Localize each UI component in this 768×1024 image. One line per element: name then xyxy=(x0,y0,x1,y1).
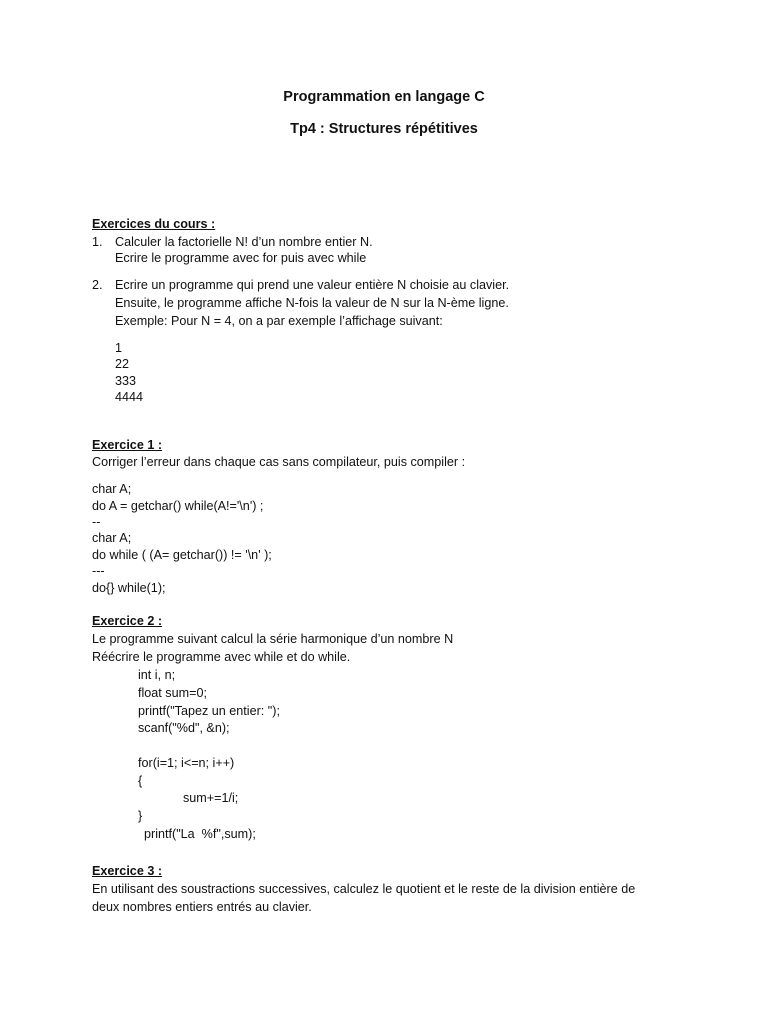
code-line: char A; xyxy=(92,482,132,496)
code-line: sum+=1/i; xyxy=(183,791,239,805)
code-line: do{} while(1); xyxy=(92,581,166,595)
example-output-line: 1 xyxy=(115,341,123,355)
code-line: { xyxy=(138,774,143,788)
code-line: char A; xyxy=(92,531,132,545)
ex1-heading: Exercice 1 : xyxy=(92,438,163,452)
list-item-number: 2. xyxy=(92,278,103,292)
list-item-line: Ensuite, le programme affiche N-fois la valeur de N sur la N-ème ligne. xyxy=(115,296,509,310)
code-line: printf("La %f",sum); xyxy=(144,827,256,841)
ex2-text: Réécrire le programme avec while et do while. xyxy=(92,650,351,664)
ex2-heading: Exercice 2 : xyxy=(92,614,163,628)
code-line: int i, n; xyxy=(138,668,176,682)
ex3-text: deux nombres entiers entrés au clavier. xyxy=(92,900,312,914)
list-item-line: Exemple: Pour N = 4, on a par exemple l’affichage suivant: xyxy=(115,314,443,328)
code-line: for(i=1; i<=n; i++) xyxy=(138,756,235,770)
code-line: scanf("%d", &n); xyxy=(138,721,230,735)
list-item-number: 1. xyxy=(92,235,103,249)
example-output-line: 4444 xyxy=(115,390,144,404)
code-line: do A = getchar() while(A!='\n') ; xyxy=(92,499,264,513)
document-subtitle: Tp4 : Structures répétitives xyxy=(290,121,478,137)
list-item-line: Calculer la factorielle N! d’un nombre entier N. xyxy=(115,235,373,249)
ex3-text: En utilisant des soustractions successives, calculez le quotient et le reste de la division entière de xyxy=(92,882,636,896)
code-line: float sum=0; xyxy=(138,686,207,700)
ex3-heading: Exercice 3 : xyxy=(92,864,163,878)
code-line: -- xyxy=(92,515,101,529)
example-output-line: 22 xyxy=(115,357,130,371)
example-output-line: 333 xyxy=(115,374,137,388)
list-item-line: Ecrire le programme avec for puis avec while xyxy=(115,251,367,265)
cours-heading: Exercices du cours : xyxy=(92,217,216,231)
list-item-line: Ecrire un programme qui prend une valeur entière N choisie au clavier. xyxy=(115,278,510,292)
code-line: } xyxy=(138,809,143,823)
code-line: --- xyxy=(92,564,105,578)
code-line: do while ( (A= getchar()) != '\n' ); xyxy=(92,548,272,562)
ex1-text: Corriger l’erreur dans chaque cas sans compilateur, puis compiler : xyxy=(92,455,466,469)
code-line: printf("Tapez un entier: "); xyxy=(138,704,280,718)
ex2-text: Le programme suivant calcul la série harmonique d’un nombre N xyxy=(92,632,454,646)
document-title: Programmation en langage C xyxy=(283,89,485,105)
